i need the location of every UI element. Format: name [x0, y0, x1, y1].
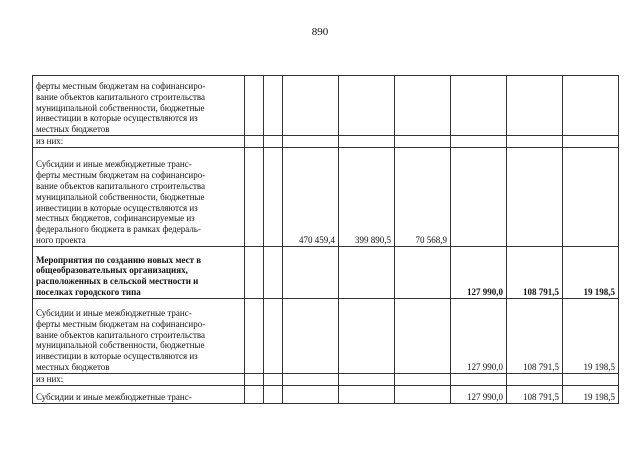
value-cell	[339, 373, 395, 385]
value-cell	[283, 385, 339, 403]
value-cell	[395, 76, 451, 136]
value-cell	[283, 373, 339, 385]
row-description: Субсидии и иные межбюджетные транс- ферты местным бюджетам на софинансиро- вание объектов капитального строительства муниципальной собственности, бюджетные инвестиции в которые осуществляются из местных бюджетов	[33, 298, 245, 373]
table-row	[33, 147, 619, 246]
value-cell	[339, 76, 395, 136]
value-cell	[563, 147, 619, 246]
row-description: ферты местным бюджетам на софинансиро- вание объектов капитального строительства муниципальной собственности, бюджетные инвестиции в которые осуществляются из местных бюджетов	[33, 76, 245, 136]
empty-cell	[264, 136, 283, 148]
value-cell	[451, 76, 507, 136]
value-cell	[283, 76, 339, 136]
value-cell: 127 990,0	[451, 246, 507, 298]
table-body	[33, 76, 619, 404]
row-description: Субсидии и иные межбюджетные транс- ферты местным бюджетам на софинансиро- вание объектов капитального строительства муниципальной собственности, бюджетные инвестиции в которые осуществляются из местных бюджетов, софинансируемые из федерального бюджета в рамках федераль- ного проекта	[33, 147, 245, 246]
value-cell	[339, 298, 395, 373]
table-row	[33, 373, 619, 385]
value-cell	[395, 373, 451, 385]
empty-cell	[264, 147, 283, 246]
value-cell	[507, 76, 563, 136]
empty-cell	[245, 246, 264, 298]
empty-cell	[245, 136, 264, 148]
value-cell	[563, 136, 619, 148]
value-cell: 19 198,5	[563, 246, 619, 298]
value-cell	[339, 136, 395, 148]
value-cell	[339, 246, 395, 298]
value-cell: 19 198,5	[563, 385, 619, 403]
table-row	[33, 76, 619, 136]
row-description: из них:	[33, 136, 245, 148]
value-cell: 108 791,5	[507, 246, 563, 298]
value-cell	[451, 136, 507, 148]
value-cell: 19 198,5	[563, 298, 619, 373]
table-row	[33, 136, 619, 148]
empty-cell	[245, 298, 264, 373]
empty-cell	[264, 298, 283, 373]
value-cell: 127 990,0	[451, 298, 507, 373]
empty-cell	[264, 76, 283, 136]
value-cell	[395, 298, 451, 373]
table-row	[33, 385, 619, 403]
value-cell: 470 459,4	[283, 147, 339, 246]
row-description: Субсидии и иные межбюджетные транс-	[33, 385, 245, 403]
empty-cell	[245, 76, 264, 136]
table-row	[33, 298, 619, 373]
empty-cell	[245, 147, 264, 246]
value-cell	[395, 385, 451, 403]
table-row	[33, 246, 619, 298]
row-description: из них:	[33, 373, 245, 385]
value-cell	[283, 298, 339, 373]
value-cell	[507, 136, 563, 148]
value-cell	[507, 147, 563, 246]
empty-cell	[264, 246, 283, 298]
value-cell: 108 791,5	[507, 385, 563, 403]
value-cell	[339, 385, 395, 403]
value-cell	[283, 246, 339, 298]
value-cell	[563, 76, 619, 136]
value-cell: 70 568,9	[395, 147, 451, 246]
value-cell	[507, 373, 563, 385]
empty-cell	[245, 385, 264, 403]
value-cell	[563, 373, 619, 385]
empty-cell	[264, 373, 283, 385]
value-cell	[283, 136, 339, 148]
empty-cell	[264, 385, 283, 403]
value-cell: 399 890,5	[339, 147, 395, 246]
value-cell: 127 990,0	[451, 385, 507, 403]
value-cell	[451, 147, 507, 246]
budget-table	[32, 75, 619, 404]
value-cell	[395, 246, 451, 298]
value-cell: 108 791,5	[507, 298, 563, 373]
empty-cell	[245, 373, 264, 385]
value-cell	[395, 136, 451, 148]
row-description: Мероприятия по созданию новых мест в общеобразовательных организациях, расположенных в сельской местности и поселках городского типа	[33, 246, 245, 298]
page-number: 890	[311, 26, 329, 38]
value-cell	[451, 373, 507, 385]
